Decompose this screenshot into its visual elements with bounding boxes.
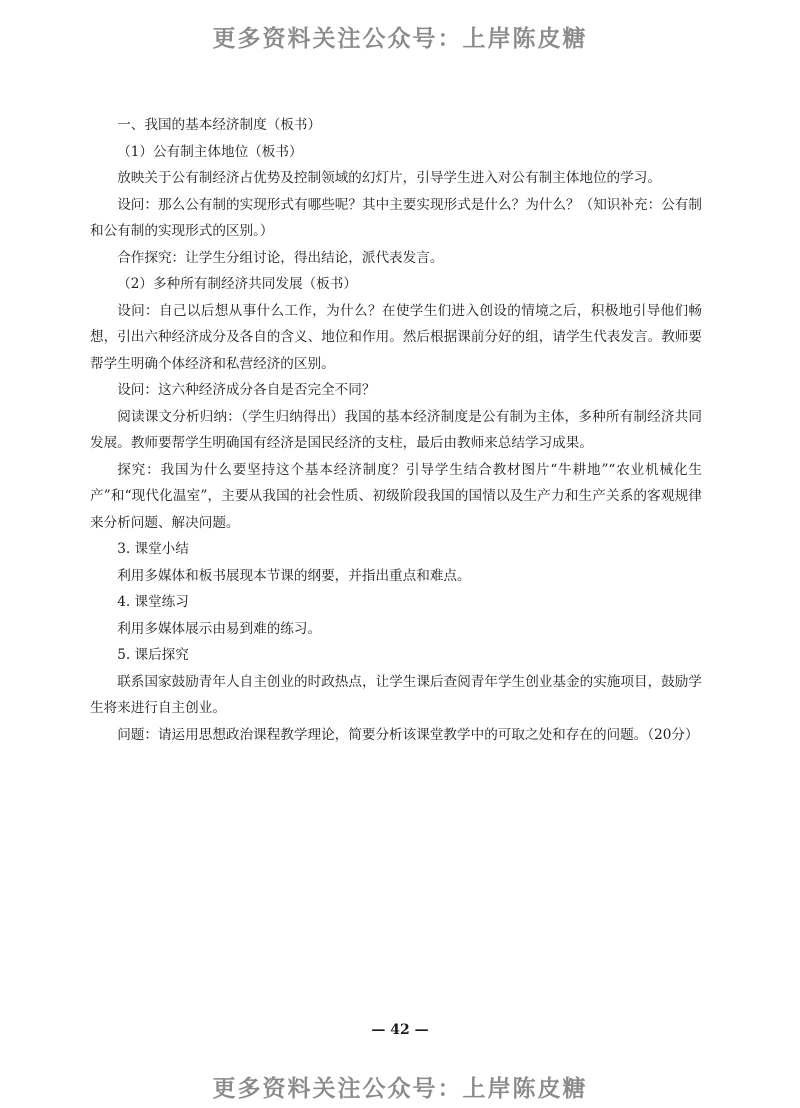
subheading-public-ownership: （1）公有制主体地位（板书）	[117, 143, 303, 160]
paragraph: 设问：这六种经济成分各自是否完全不同？	[117, 382, 376, 398]
question-paragraph: 问题：请运用思想政治课程教学理论，简要分析该课堂教学中的可取之处和存在的问题。（20分）	[117, 726, 699, 743]
paragraph: 联系国家鼓励青年人自主创业的时政热点，让学生课后查阅青年学生创业基金的实施项目，鼓励学生将来进行自主创业。	[90, 673, 702, 716]
document-body	[90, 112, 702, 748]
paragraph: 设问：自己以后想从事什么工作，为什么？在使学生们进入创设的情境之后，积极地引导他们畅想，引出六种经济成分及各自的含义、地位和作用。然后根据课前分好的组，请学生代表发言。教师要帮学生明确个体经济和私营经济的区别。	[90, 302, 702, 372]
paragraph: 设问：那么公有制的实现形式有哪些呢？其中主要实现形式是什么？为什么？（知识补充：公有制和公有制的实现形式的区别。）	[90, 196, 702, 239]
section-heading-practice: 4. 课堂练习	[117, 594, 189, 610]
heading-basic-economic-system: 一、我国的基本经济制度（板书）	[117, 117, 322, 133]
paragraph: 放映关于公有制经济占优势及控制领域的幻灯片，引导学生进入对公有制主体地位的学习。	[117, 170, 661, 186]
watermark-top: 更多资料关注公众号：上岸陈皮糖	[212, 26, 588, 52]
watermark-bottom: 更多资料关注公众号：上岸陈皮糖	[212, 1076, 588, 1102]
paragraph: 利用多媒体展示由易到难的练习。	[117, 620, 322, 637]
section-heading-summary: 3. 课堂小结	[117, 541, 189, 557]
paragraph: 合作探究：让学生分组讨论，得出结论，派代表发言。	[117, 249, 444, 266]
section-heading-exploration: 5. 课后探究	[117, 647, 189, 663]
paragraph: 阅读课文分析归纳：（学生归纳得出）我国的基本经济制度是公有制为主体，多种所有制经济共同发展。教师要帮学生明确国有经济是国民经济的支柱，最后由教师来总结学习成果。	[90, 408, 702, 451]
paragraph: 利用多媒体和板书展现本节课的纲要，并指出重点和难点。	[117, 567, 471, 584]
paragraph: 探究：我国为什么要坚持这个基本经济制度？引导学生结合教材图片“牛耕地”“农业机械化生产”和“现代化温室”，主要从我国的社会性质、初级阶段我国的国情以及生产力和生产关系的客观规律来分析问题、解决问题。	[90, 461, 702, 531]
subheading-multiple-ownership: （2）多种所有制经济共同发展（板书）	[117, 276, 357, 292]
page-number: — 42 —	[371, 1022, 429, 1038]
